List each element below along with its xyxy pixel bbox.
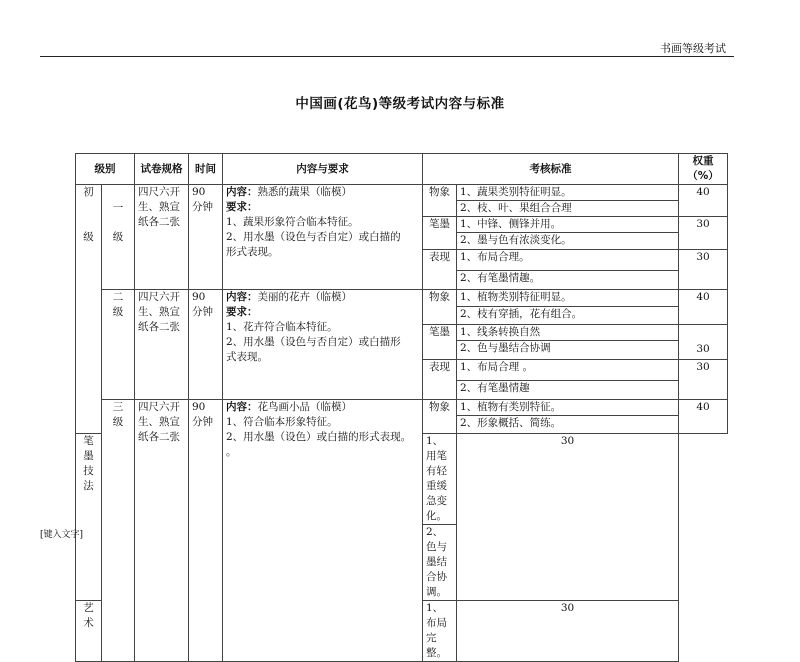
criteria-item: 2、色与墨结合协调: [457, 341, 679, 360]
table-row: [76, 290, 728, 307]
weight-value: 30: [679, 360, 728, 400]
content-label: 内容：: [226, 401, 258, 413]
content-label: 内容：: [226, 291, 258, 303]
spec-line: 纸各二张: [138, 216, 180, 228]
criteria-category: 物象: [423, 290, 457, 325]
criteria-item: 1、中锋、侧锋并用。: [457, 217, 679, 233]
criteria-category: 艺术: [76, 601, 102, 662]
header-level: 级别: [76, 154, 135, 185]
spec-line: 生、熟宣: [138, 201, 180, 213]
criteria-category: [76, 434, 102, 601]
criteria-item: 1、蔬果类别特征明显。: [457, 185, 679, 201]
spec-line: 四尺六开: [138, 401, 180, 413]
requirement-line: 。: [226, 446, 237, 458]
requirement-line: 1、花卉符合临本特征。: [226, 321, 338, 333]
exam-standards-table: [75, 153, 728, 662]
content-cell: [223, 290, 423, 400]
time-value: 90: [192, 401, 206, 413]
main-level-cell: [76, 185, 102, 434]
weight-value: 30: [679, 217, 728, 250]
spec-line: 纸各二张: [138, 321, 180, 333]
content-text: 花鸟画小品（临模）: [257, 401, 352, 413]
weight-value: 30: [457, 601, 679, 662]
time-cell: [189, 185, 223, 290]
criteria-item: 2、枝、叶、果组合合理: [457, 201, 679, 217]
time-unit: 分钟: [192, 201, 213, 213]
sublevel-char: 级: [112, 416, 124, 428]
criteria-item: 1、用笔有轻重缓急变化。: [423, 434, 457, 525]
weight-value: 30: [679, 250, 728, 290]
requirement-line: 1、符合临本形象特征。: [226, 416, 338, 428]
time-unit: 分钟: [192, 306, 213, 318]
criteria-item: 2、墨与色有浓淡变化。: [457, 233, 679, 250]
content-text: 美丽的花卉（临模）: [257, 291, 352, 303]
weight-value: 40: [679, 185, 728, 217]
requirement-line: 1、蔬果形象符合临本特征。: [226, 216, 359, 228]
spec-cell: [135, 400, 189, 662]
footer-placeholder-text: [键入文字]: [40, 530, 84, 540]
criteria-item: 1、植物有类别特征。: [457, 400, 679, 416]
page-header-text: 书画等级考试: [660, 42, 726, 55]
sublevel-char: 级: [112, 231, 124, 243]
sublevel-char: 二: [112, 291, 124, 303]
header-weight-unit: （%）: [687, 170, 719, 182]
criteria-item: 2、枝有穿插，花有组合。: [457, 307, 679, 325]
content-cell: [223, 400, 423, 662]
spec-cell: [135, 290, 189, 400]
criteria-category-line: 笔墨: [83, 435, 94, 462]
main-level-char: 级: [83, 231, 94, 243]
criteria-item: 2、有笔墨情趣: [457, 381, 679, 400]
spec-line: 四尺六开: [138, 186, 180, 198]
header-time: 时间: [189, 154, 223, 185]
header-criteria: 考核标准: [423, 154, 679, 185]
criteria-category: 物象: [423, 185, 457, 217]
criteria-item: 1、布局完整。: [423, 601, 457, 662]
sublevel-cell: [102, 290, 135, 400]
requirement-line: 2、用水墨（设色与否自定）或白描形: [226, 336, 401, 348]
content-cell: [223, 185, 423, 290]
header-content: 内容与要求: [223, 154, 423, 185]
weight-value: 30: [457, 434, 679, 601]
criteria-item: 2、色与墨结合协调。: [423, 525, 457, 601]
criteria-category-line: 技法: [83, 465, 94, 492]
criteria-category: 笔墨: [423, 217, 457, 250]
main-level-char: 初: [83, 186, 94, 198]
weight-value: 40: [679, 400, 728, 434]
time-value: 90: [192, 291, 206, 303]
weight-value: 30: [679, 325, 728, 360]
criteria-item: 2、形象概括、简练。: [457, 416, 679, 434]
criteria-category: 物象: [423, 400, 457, 434]
table-row: [76, 185, 728, 201]
header-weight-label: 权重: [692, 155, 714, 167]
header-rule: [40, 56, 734, 57]
content-label: 内容：: [226, 186, 258, 198]
spec-line: 纸各二张: [138, 431, 180, 443]
spec-line: 生、熟宣: [138, 306, 180, 318]
header-weight: [679, 154, 728, 185]
table-row: [76, 400, 728, 416]
time-cell: [189, 400, 223, 662]
time-cell: [189, 290, 223, 400]
requirement-label: 要求：: [226, 201, 258, 213]
criteria-item: 1、布局合理 。: [457, 360, 679, 381]
sublevel-char: 三: [112, 401, 124, 413]
spec-line: 生、熟宣: [138, 416, 180, 428]
sublevel-char: 级: [112, 306, 124, 318]
sublevel-cell: [102, 185, 135, 290]
time-unit: 分钟: [192, 416, 213, 428]
criteria-category: 笔墨: [423, 325, 457, 360]
sublevel-char: 一: [112, 202, 124, 214]
criteria-category: 表现: [423, 250, 457, 290]
table-header-row: [76, 154, 728, 185]
document-title: 中国画(花鸟)等级考试内容与标准: [295, 96, 505, 112]
time-value: 90: [192, 186, 206, 198]
requirement-label: 要求：: [226, 306, 258, 318]
criteria-item: 1、植物类别特征明显。: [457, 290, 679, 307]
weight-value: 40: [679, 290, 728, 325]
criteria-item: 1、线条转换自然: [457, 325, 679, 341]
content-text: 熟悉的蔬果（临模）: [257, 186, 352, 198]
spec-cell: [135, 185, 189, 290]
sublevel-cell: [102, 400, 135, 662]
criteria-item: 1、布局合理。: [457, 250, 679, 271]
requirement-line: 式表现。: [226, 351, 268, 363]
spec-line: 四尺六开: [138, 291, 180, 303]
requirement-line: 2、用水墨（设色与否自定）或白描的: [226, 231, 401, 243]
criteria-item: 2、有笔墨情趣。: [457, 271, 679, 290]
header-spec: 试卷规格: [135, 154, 189, 185]
criteria-category: 表现: [423, 360, 457, 400]
requirement-line: 2、用水墨（设色）或白描的形式表现。: [226, 431, 412, 443]
requirement-line: 形式表现。: [226, 246, 279, 258]
